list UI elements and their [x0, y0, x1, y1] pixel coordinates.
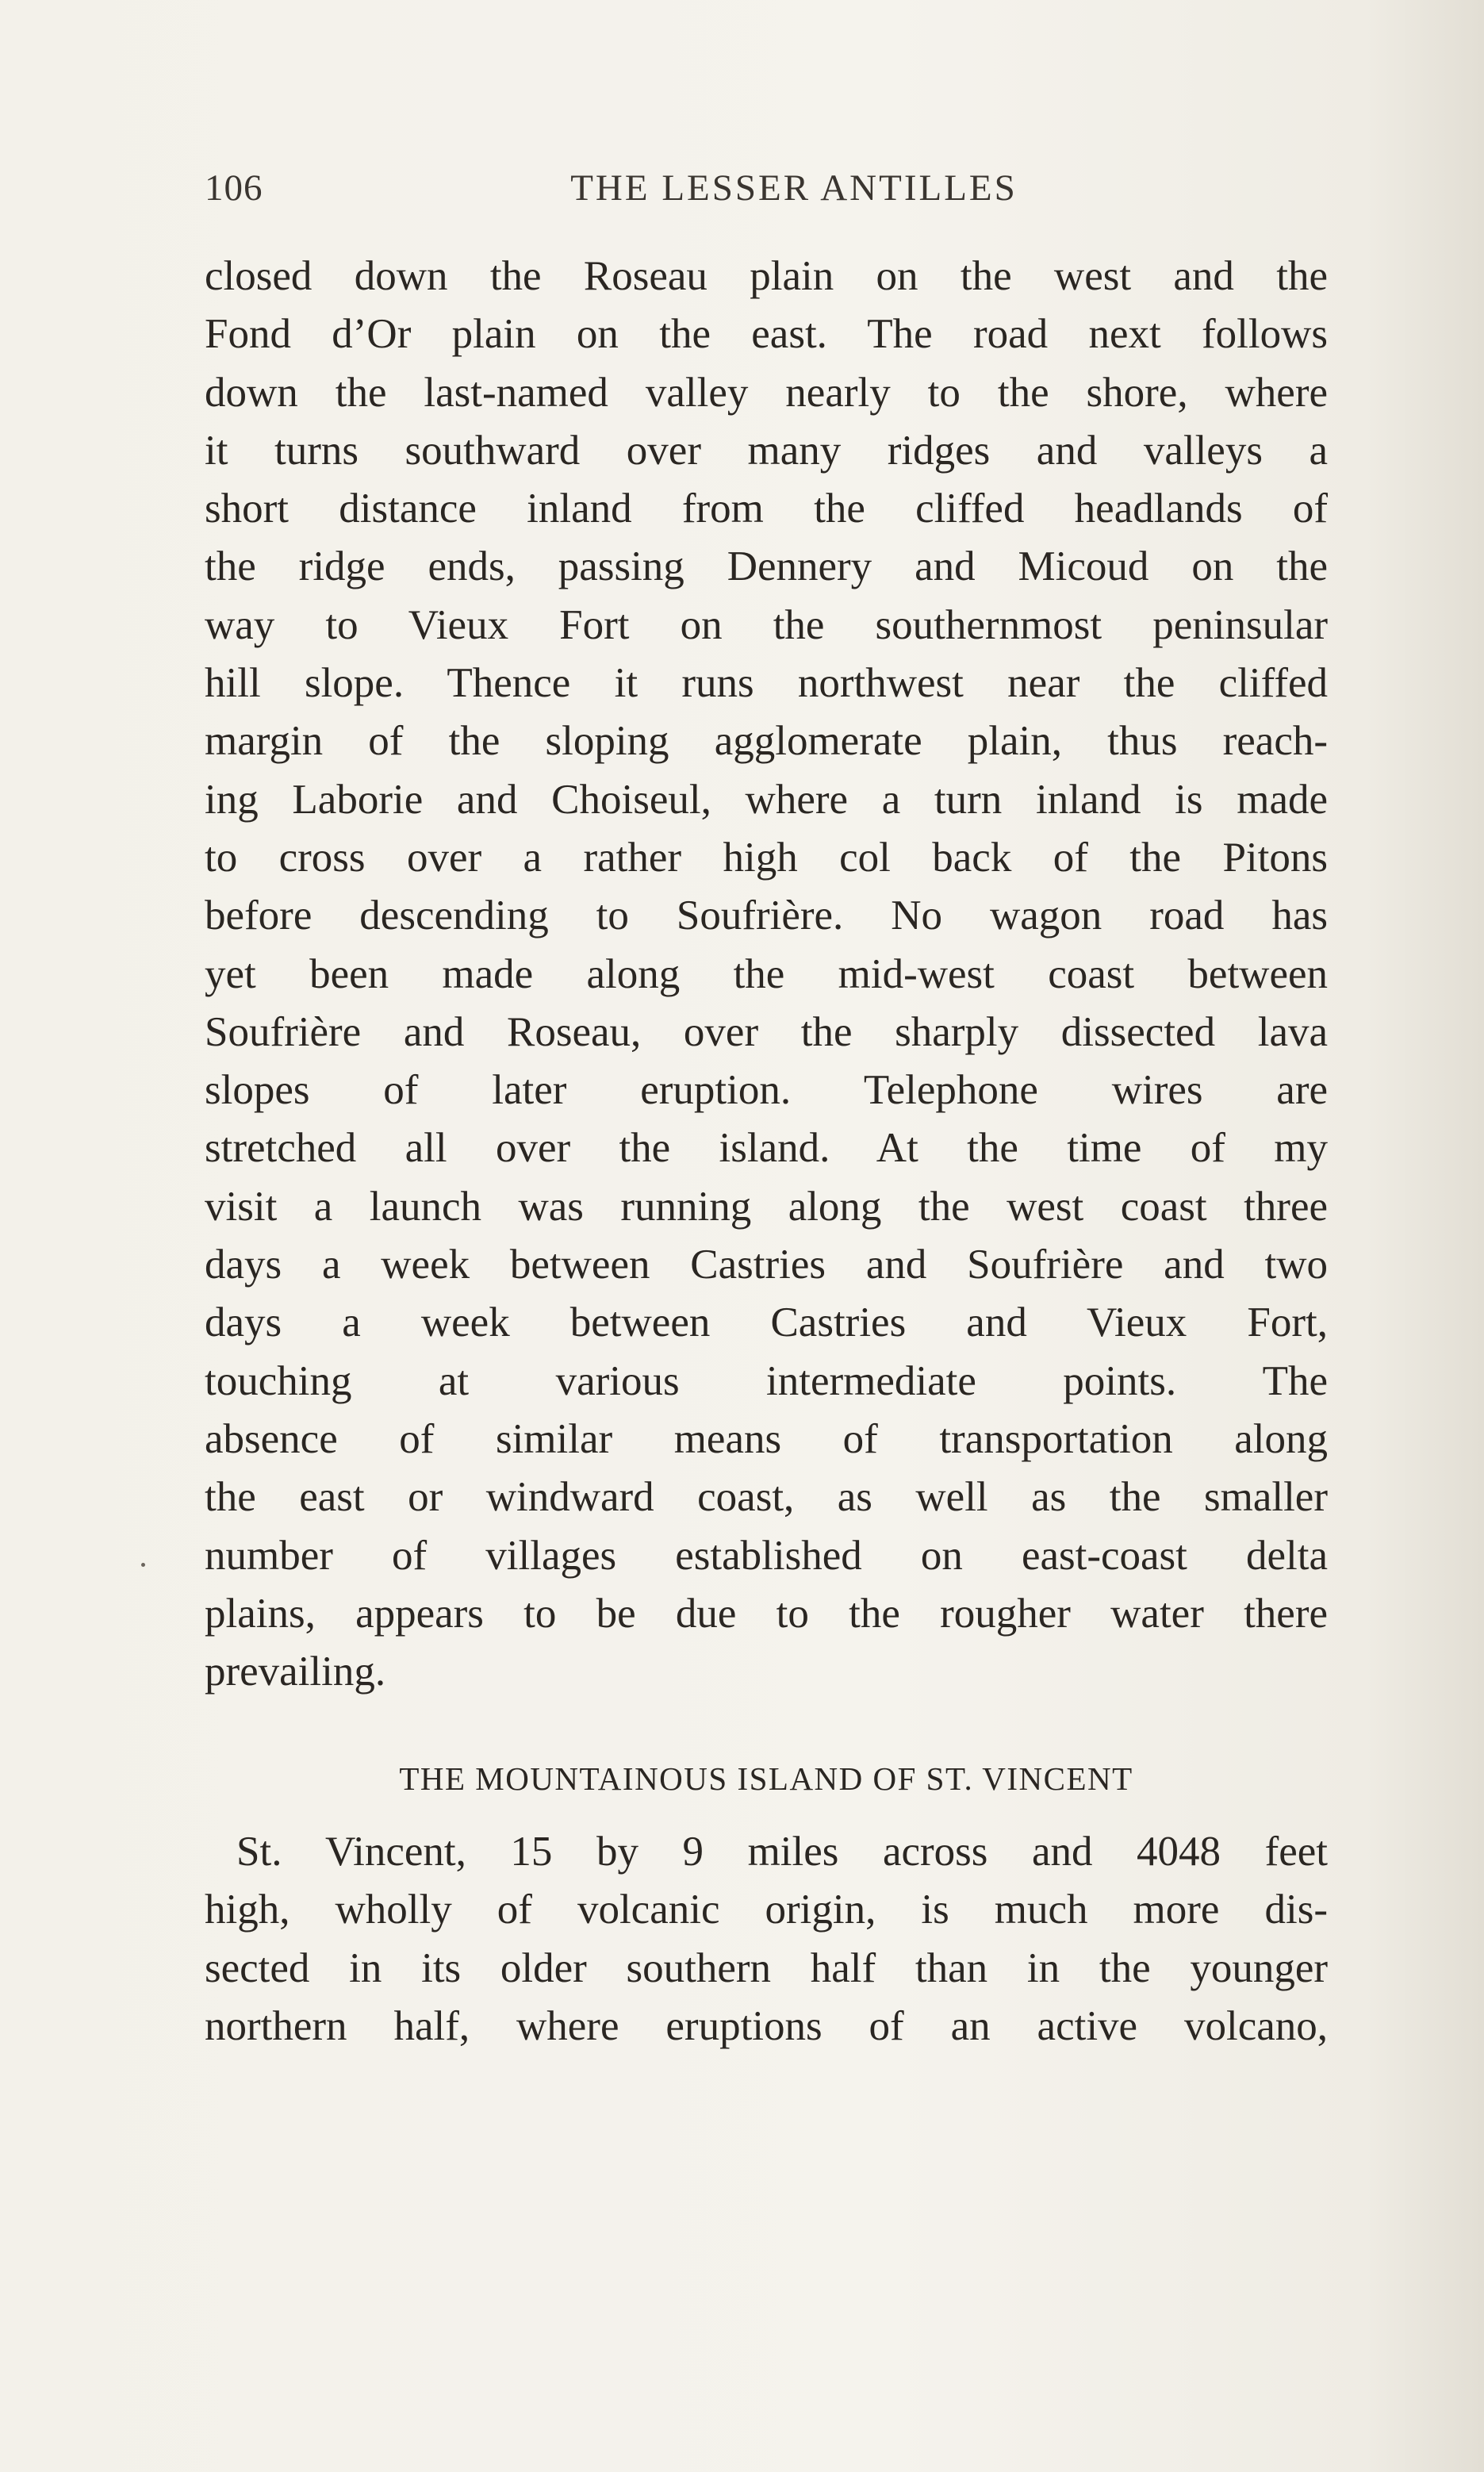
text-line: days a week between Castries and Soufrière and two	[205, 1242, 1328, 1288]
text-line: down the last-named valley nearly to the shore, where	[205, 369, 1328, 416]
text-line: prevailing.	[205, 1649, 386, 1695]
text-line: touching at various intermediate points. The	[205, 1357, 1328, 1404]
text-line: margin of the sloping agglomerate plain, thus reach-	[205, 718, 1328, 765]
text-line: high, wholly of volcanic origin, is much more dis-	[205, 1887, 1328, 1933]
text-line: ing Laborie and Choiseul, where a turn inland is made	[205, 776, 1328, 823]
text-line: to cross over a rather high col back of the Pitons	[205, 834, 1328, 881]
text-line: northern half, where eruptions of an active volcano,	[205, 2002, 1328, 2049]
print-speck	[141, 1563, 145, 1567]
section-heading: THE MOUNTAINOUS ISLAND OF ST. VINCENT	[399, 1760, 1133, 1797]
text-line: Fond d’Or plain on the east. The road next follows	[205, 311, 1328, 358]
text-line: slopes of later eruption. Telephone wires are	[205, 1067, 1328, 1114]
paragraph-st-vincent	[205, 1823, 1328, 2056]
running-title: THE LESSER ANTILLES	[570, 167, 1018, 209]
text-line: days a week between Castries and Vieux Fort,	[205, 1299, 1328, 1346]
text-line: the east or windward coast, as well as the smaller	[205, 1474, 1328, 1521]
text-line: Soufrière and Roseau, over the sharply dissected lava	[205, 1008, 1328, 1055]
text-line: closed down the Roseau plain on the west and the	[205, 253, 1328, 299]
text-line: it turns southward over many ridges and valleys a	[205, 427, 1328, 474]
text-line: plains, appears to be due to the rougher water there	[205, 1590, 1328, 1637]
text-line: before descending to Soufrière. No wagon road has	[205, 892, 1328, 939]
text-line: stretched all over the island. At the time of my	[205, 1125, 1328, 1172]
text-line: hill slope. Thence it runs northwest near the cliffed	[205, 660, 1328, 707]
text-line: short distance inland from the cliffed headlands of	[205, 486, 1328, 532]
text-line: sected in its older southern half than in the younger	[205, 1944, 1328, 1991]
text-line: yet been made along the mid-west coast between	[205, 950, 1328, 997]
page-number: 106	[205, 167, 263, 209]
paragraph-roads-st-lucia	[205, 248, 1328, 1701]
text-line: number of villages established on east-coast delta	[205, 1532, 1328, 1579]
text-line: St. Vincent, 15 by 9 miles across and 4048 feet	[236, 1829, 1328, 1875]
text-line: visit a launch was running along the west coast three	[205, 1183, 1328, 1230]
running-head	[205, 167, 1328, 222]
text-line: absence of similar means of transportation along	[205, 1415, 1328, 1462]
text-line: way to Vieux Fort on the southernmost peninsular	[205, 601, 1328, 648]
text-line: the ridge ends, passing Dennery and Micoud on the	[205, 543, 1328, 590]
